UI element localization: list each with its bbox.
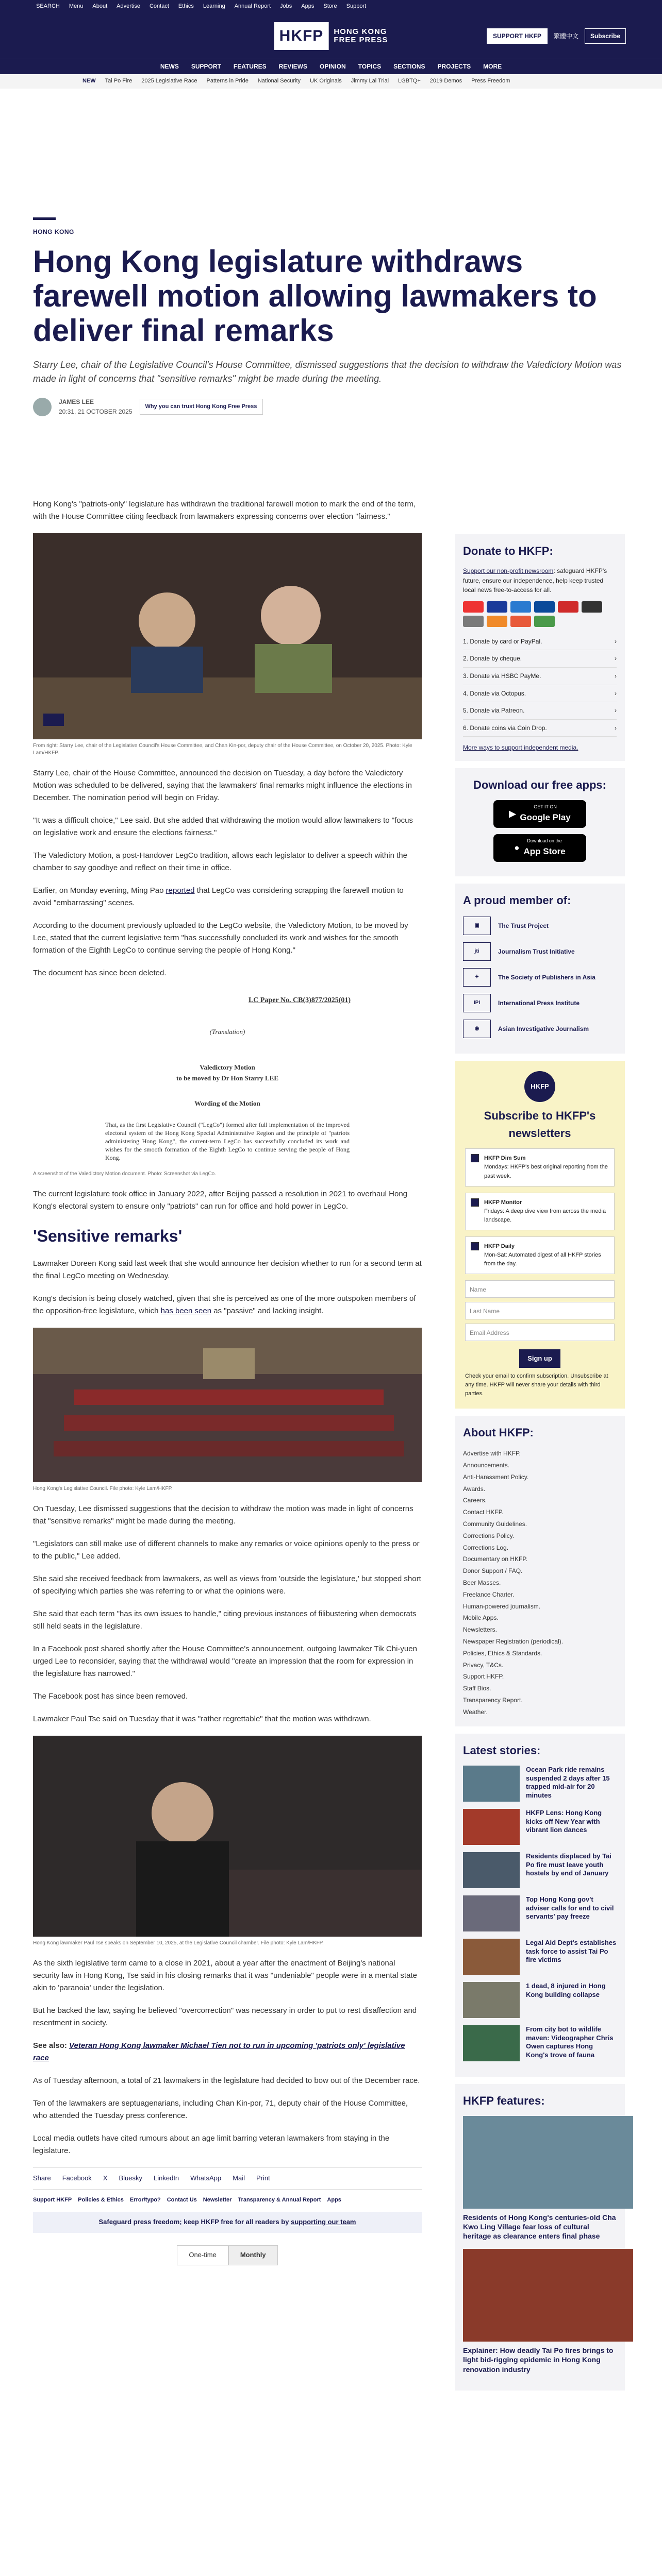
new-badge: NEW [82, 78, 96, 84]
donate-method[interactable] [463, 668, 617, 685]
kicker-bar [33, 217, 56, 220]
apps-panel [455, 768, 625, 876]
paypal-icon [534, 601, 555, 613]
trending-item[interactable]: Press Freedom [471, 78, 510, 84]
newsletter-option-desc: Fridays: A deep dive view from across the media landscape. [484, 1208, 606, 1223]
story-thumbnail [463, 1939, 520, 1975]
footer-link[interactable]: Contact Us [167, 2196, 197, 2203]
footer-link[interactable]: Transparency & Annual Report [238, 2196, 321, 2203]
ming-pao-link[interactable]: reported [166, 886, 195, 895]
newsletter-option[interactable] [465, 1148, 615, 1186]
paragraph: In a Facebook post shared shortly after the House Committee's announcement, outgoing lawmaker Tik Chi-yuen urged Lee to reconsider, saying that the withdrawal would "create an impression that the room for expression in the legislature has narrowed." [33, 1644, 417, 1678]
language-link[interactable]: 繁體中文 [553, 32, 578, 40]
story-thumbnail [463, 1852, 520, 1888]
photo-caption: Hong Kong lawmaker Paul Tse speaks on September 10, 2025, at the Legislative Council chamber. File photo: Kyle Lam/HKFP. [33, 1940, 324, 1946]
feature-thumbnail [463, 2116, 633, 2209]
doc-paper-number: LC Paper No. CB(3)877/2025(01) [248, 996, 351, 1004]
app-store-small: Download on the [527, 838, 562, 843]
about-link[interactable]: Contact HKFP. [463, 1509, 504, 1516]
topbar-item[interactable]: Support [346, 3, 367, 10]
paul-tse-image [33, 1736, 422, 1937]
logo-wordmark [334, 28, 388, 45]
email-input[interactable]: Email Address [465, 1324, 615, 1341]
footer-link[interactable]: Newsletter [203, 2196, 232, 2203]
share-linkedin[interactable]: LinkedIn [154, 2174, 179, 2182]
photo-lee-chan [33, 533, 422, 739]
nav-item[interactable]: FEATURES [233, 63, 267, 71]
photo-caption: From right: Starry Lee, chair of the Legislative Council's House Committee, and Chan Kin-por, deputy chair of the House Committee, on October 20, 2025. Photo: Kyle Lam/HKFP. [33, 743, 412, 756]
newsletter-option-title: HKFP Monitor [484, 1199, 522, 1206]
donate-method[interactable] [463, 650, 617, 668]
author-info [59, 397, 133, 416]
paragraph: As the sixth legislative term came to a close in 2021, about a year after the enactment of Beijing's national security law in Hong Kong, Tse said in his closing remarks that it was "undeniable" people were in a mental state akin to 'paranoia' under the legislation. [33, 1958, 417, 1992]
nav-item[interactable]: PROJECTS [437, 63, 471, 71]
story-thumbnail [463, 1809, 520, 1845]
one-time-option[interactable]: One-time [177, 2245, 228, 2265]
legco-chamber-image [33, 1328, 422, 1482]
latest-story[interactable] [463, 1939, 617, 1975]
donate-desc: : safeguard HKFP's future, ensure our independence, help keep trusted local news free-to-access for all. [463, 567, 607, 594]
about-link[interactable]: Transparency Report. [463, 1696, 523, 1704]
nav-item[interactable]: SUPPORT [191, 63, 221, 71]
donate-method-label: 6. Donate coins via Coin Drop. [463, 724, 547, 732]
paragraph: "Legislators can still make use of different channels to make any remarks or voice opinions openly to the press or to the public," Lee added. [33, 1539, 420, 1561]
checkbox[interactable] [471, 1198, 479, 1207]
about-link[interactable]: Beer Masses. [463, 1579, 501, 1586]
doc-text: That, as the first Legislative Council ("LegCo") formed after full implementation of the improved electoral system of the Hong Kong Special Administrative Region and the principle of "patriots administering Hong Kong", the current-term LegCo has successfully concluded its work and wishes for the smooth formation of the Eighth LegCo to continue serving the people of Hong Kong. [105, 1121, 350, 1162]
members-panel [455, 884, 625, 1054]
donate-method-label: 2. Donate by cheque. [463, 655, 522, 663]
donate-panel [455, 534, 625, 761]
see-also [33, 2040, 422, 2064]
masthead [0, 13, 662, 59]
about-panel [455, 1416, 625, 1726]
member-name: The Trust Project [498, 922, 549, 929]
story-headline: HKFP Lens: Hong Kong kicks off New Year with vibrant lion dances [526, 1808, 602, 1834]
subscribe-button[interactable]: Subscribe [585, 28, 626, 44]
paragraph: As of Tuesday afternoon, a total of 21 lawmakers in the legislature had decided to bow out of the December race. [33, 2076, 420, 2085]
apps-title: Download our free apps: [473, 778, 606, 792]
has-been-seen-link[interactable]: has been seen [160, 1306, 212, 1315]
about-link[interactable]: Donor Support / FAQ. [463, 1567, 523, 1575]
latest-story[interactable] [463, 1766, 617, 1802]
nav-item[interactable]: MORE [483, 63, 502, 71]
section-heading: 'Sensitive remarks' [33, 1226, 183, 1245]
story-headline: Residents displaced by Tai Po fire must leave youth hostels by end of January [526, 1852, 611, 1877]
donate-method-label: 3. Donate via HSBC PayMe. [463, 672, 541, 680]
paragraph: The document has since been deleted. [33, 969, 167, 977]
patreon-icon [510, 616, 531, 627]
feature-headline: Explainer: How deadly Tai Po fires brings to light bid-rigging epidemic in Hong Kong renovation industry [463, 2346, 614, 2374]
photo-paul-tse [33, 1736, 422, 1937]
paragraph: She said she received feedback from lawmakers, as well as views from 'outside the legislature,' but stopped short of specifying which parties she was referring to or what the opinions were. [33, 1574, 421, 1596]
trust-project-logo: ▣ [463, 917, 491, 935]
paragraph: The Valedictory Motion, a post-Handover LegCo tradition, allows each legislator to deliver a speech within the chamber to say goodbye and reflect on their time in office. [33, 851, 407, 872]
story-headline: Top Hong Kong gov't adviser calls for end to civil servants' pay freeze [526, 1895, 614, 1921]
about-link[interactable]: Documentary on HKFP. [463, 1555, 528, 1563]
donate-title: Donate to HKFP: [463, 545, 553, 557]
latest-story[interactable] [463, 1982, 617, 2018]
chevron-right-icon: › [615, 637, 617, 645]
search-link[interactable]: SEARCH [36, 3, 60, 10]
about-link[interactable]: Newsletters. [463, 1626, 498, 1634]
donate-method-label: 4. Donate via Octopus. [463, 689, 526, 697]
article-category[interactable]: HONG KONG [33, 228, 74, 235]
share-bar [33, 2167, 422, 2190]
newsletter-note: Check your email to confirm subscription. Unsubscribe at any time. HKFP will never share your details with third parties. [465, 1372, 608, 1397]
trending-item[interactable]: LGBTQ+ [398, 78, 421, 84]
about-link[interactable]: Corrections Log. [463, 1544, 509, 1551]
paragraph-text: Kong's decision is being closely watched, given that she is perceived as one of the more outspoken members of the opposition-free legislature, which [33, 1294, 416, 1315]
mastercard-icon [463, 601, 484, 613]
masthead-actions [487, 28, 626, 44]
googlepay-icon [463, 616, 484, 627]
paragraph: According to the document previously uploaded to the LegCo website, the Valedictory Motion, to be moved by Lee, stated that the current legislative term "has successfully concluded its work and wishes for the smooth formation of the Eighth LegCo to continue serving the people of Hong Kong." [33, 921, 408, 955]
payme-icon [558, 601, 578, 613]
newsletter-option-title: HKFP Dim Sum [484, 1155, 526, 1162]
logo-line-2: FREE PRESS [334, 36, 388, 44]
feature-story[interactable] [463, 2116, 617, 2241]
member-aij[interactable] [463, 1020, 617, 1038]
doc-mover: to be moved by Dr Hon Starry LEE [176, 1074, 278, 1082]
support-team-link[interactable]: supporting our team [291, 2218, 356, 2226]
support-newsroom-link[interactable]: Support our non-profit newsroom [463, 567, 554, 575]
logo-line-1: HONG KONG [334, 27, 387, 36]
latest-story[interactable] [463, 2025, 617, 2061]
ipi-logo: IPI [463, 994, 491, 1012]
newsletter-option-title: HKFP Daily [484, 1243, 515, 1249]
newsletter-option[interactable] [465, 1236, 615, 1274]
donate-method-label: 1. Donate by card or PayPal. [463, 637, 542, 645]
paragraph: Hong Kong's "patriots-only" legislature has withdrawn the traditional farewell motion to mark the end of the term, with the House Committee citing feedback from lawmakers expressing concerns over election "fairness." [33, 500, 416, 521]
about-link[interactable]: Announcements. [463, 1462, 510, 1469]
topbar-item[interactable]: Ethics [178, 3, 194, 10]
paragraph [33, 1293, 422, 1317]
logo-mark: HKFP [274, 22, 329, 50]
jti-logo: jti [463, 942, 491, 961]
donate-method[interactable] [463, 633, 617, 651]
topbar-item[interactable]: Annual Report [234, 3, 271, 10]
paragraph-text: Earlier, on Monday evening, Ming Pao [33, 886, 166, 895]
applepay-icon [582, 601, 602, 613]
app-store-badge[interactable] [493, 834, 586, 862]
coindrop-icon [534, 616, 555, 627]
about-link[interactable]: Anti-Harassment Policy. [463, 1473, 529, 1481]
motion-document-screenshot [33, 990, 422, 1167]
about-link[interactable]: Human-powered journalism. [463, 1602, 541, 1610]
member-ipi[interactable] [463, 994, 617, 1012]
story-thumbnail [463, 2025, 520, 2061]
sidebar [455, 534, 625, 2391]
payment-icons [463, 601, 617, 627]
share-x[interactable]: X [103, 2174, 108, 2182]
photo-caption: A screenshot of the Valedictory Motion document. Photo: Screenshot via LegCo. [33, 1171, 217, 1177]
share-whatsapp[interactable]: WhatsApp [190, 2174, 222, 2182]
app-store-label: App Store [523, 846, 566, 856]
member-name: Asian Investigative Journalism [498, 1025, 589, 1032]
member-name: The Society of Publishers in Asia [498, 973, 595, 981]
topbar-item[interactable]: Contact [149, 3, 169, 10]
monthly-option[interactable]: Monthly [228, 2245, 278, 2265]
story-headline: Ocean Park ride remains suspended 2 days after 15 trapped mid-air for 20 minutes [526, 1765, 610, 1800]
name-input[interactable]: Name [465, 1280, 615, 1298]
trust-link[interactable]: Why you can trust Hong Kong Free Press [140, 399, 263, 415]
footer-link[interactable]: Policies & Ethics [78, 2196, 124, 2203]
share-bluesky[interactable]: Bluesky [119, 2174, 142, 2182]
paragraph: On Tuesday, Lee dismissed suggestions that the decision to withdraw the motion was made in light of concerns that "sensitive remarks" might be made during the meeting. [33, 1504, 413, 1526]
member-title: A proud member of: [463, 894, 571, 907]
banner-text: Safeguard press freedom; keep HKFP free for all readers by [98, 2218, 291, 2226]
trending-item[interactable]: 2025 Legislative Race [141, 78, 197, 84]
donate-text [463, 566, 617, 595]
nav-item[interactable]: OPINION [319, 63, 346, 71]
doc-wording: Wording of the Motion [194, 1099, 260, 1107]
about-list [463, 1448, 617, 1718]
aij-logo: ◉ [463, 1020, 491, 1038]
topbar-item[interactable]: Learning [203, 3, 225, 10]
see-also-label: See also: [33, 2041, 67, 2050]
about-link[interactable]: Community Guidelines. [463, 1520, 527, 1528]
paragraph: The current legislature took office in January 2022, after Beijing passed a resolution in 2021 to overhaul Hong Kong's electoral system to ensure only "patriots" can run for office and hold power in LegCo. [33, 1189, 408, 1211]
feature-thumbnail [463, 2249, 633, 2342]
google-play-small: GET IT ON [534, 804, 557, 809]
donate-method[interactable] [463, 702, 617, 720]
share-facebook[interactable]: Facebook [62, 2174, 92, 2182]
google-play-label: Google Play [520, 812, 571, 822]
paragraph: Ten of the lawmakers are septuagenarians, including Chan Kin-por, 71, deputy chair of the House Committee, who attended the Tuesday press conference. [33, 2098, 408, 2120]
about-link[interactable]: Freelance Charter. [463, 1590, 515, 1598]
press-conference-image [33, 533, 422, 739]
support-button[interactable]: SUPPORT HKFP [487, 28, 548, 44]
top-utility-bar [0, 0, 662, 13]
about-link[interactable]: Careers. [463, 1497, 487, 1504]
hkfp-logo-circle: HKFP [524, 1071, 555, 1102]
newsletter-option-desc: Mondays: HKFP's best original reporting from the past week. [484, 1164, 608, 1179]
photo-legco-chamber [33, 1328, 422, 1482]
nav-item[interactable]: REVIEWS [278, 63, 307, 71]
about-link[interactable]: Newspaper Registration (periodical). [463, 1637, 564, 1645]
share-mail[interactable]: Mail [233, 2174, 245, 2182]
paragraph: "It was a difficult choice," Lee said. But she added that withdrawing the motion would allow lawmakers to "focus on legislative work and ensure the elections fairness." [33, 816, 413, 837]
footer-link[interactable]: Apps [327, 2196, 341, 2203]
about-link[interactable]: Policies, Ethics & Standards. [463, 1649, 542, 1657]
trending-item[interactable]: Patterns in Pride [206, 78, 249, 84]
see-also-link[interactable]: Veteran Hong Kong lawmaker Michael Tien not to run in upcoming 'patriots only' legislative race [33, 2041, 405, 2062]
paragraph: She said that each term "has its own issues to handle," citing previous instances of filibustering when democrats still held seats in the legislature. [33, 1609, 417, 1631]
newsletter-option-text [484, 1154, 609, 1180]
story-thumbnail [463, 1982, 520, 2018]
chevron-right-icon: › [615, 724, 617, 732]
trending-item[interactable]: Jimmy Lai Trial [351, 78, 389, 84]
nav-item[interactable]: TOPICS [358, 63, 382, 71]
trending-item[interactable]: National Security [257, 78, 301, 84]
article-body [33, 498, 422, 2265]
newsletter-title: Subscribe to HKFP's newsletters [484, 1109, 596, 1140]
amex-icon [510, 601, 531, 613]
author-avatar [33, 398, 52, 416]
about-link[interactable]: Awards. [463, 1485, 486, 1493]
story-headline: 1 dead, 8 injured in Hong Kong building collapse [526, 1981, 606, 1998]
photo-caption: Hong Kong's Legislative Council. File photo: Kyle Lam/HKFP. [33, 1485, 173, 1492]
app-store-text [524, 838, 566, 858]
story-headline: Legal Aid Dept's establishes task force to assist Tai Po fire victims [526, 1938, 617, 1964]
google-play-text [520, 804, 570, 824]
trending-item[interactable]: 2019 Demos [429, 78, 462, 84]
about-link[interactable]: Privacy, T&Cs. [463, 1661, 504, 1669]
article-header [33, 217, 626, 439]
latest-story[interactable] [463, 1809, 617, 1845]
newsletter-option[interactable] [465, 1193, 615, 1230]
donate-method[interactable] [463, 685, 617, 703]
paragraph: Lawmaker Doreen Kong said last week that she would announce her decision whether to run for a second term at the final LegCo meeting on Wednesday. [33, 1259, 422, 1280]
member-name: International Press Institute [498, 999, 580, 1007]
paragraph [33, 885, 422, 909]
topbar-item[interactable]: Store [323, 3, 337, 10]
newsletter-panel [455, 1061, 625, 1409]
member-trust-project[interactable] [463, 917, 617, 935]
paragraph: Local media outlets have cited rumours about an age limit barring veteran lawmakers from staying in the legislature. [33, 2133, 390, 2155]
about-link[interactable]: Support HKFP. [463, 1673, 504, 1681]
trending-item[interactable]: UK Originals [309, 78, 342, 84]
trending-bar [0, 74, 662, 89]
paragraph: The Facebook post has since been removed. [33, 1691, 188, 1701]
visa-icon [487, 601, 507, 613]
chevron-right-icon: › [615, 689, 617, 697]
signup-button[interactable]: Sign up [519, 1349, 560, 1368]
doc-motion-title: Valedictory Motion [200, 1063, 255, 1072]
feature-headline: Residents of Hong Kong's centuries-old Cha Kwo Ling Village fear loss of cultural heritage as clearance enters final phase [463, 2213, 616, 2241]
about-title: About HKFP: [463, 1426, 534, 1439]
article-lede: Starry Lee, chair of the Legislative Council's House Committee, dismissed suggestions that the decision to withdraw the Valedictory Motion was made in light of concerns that "sensitive remarks" might be made during the meeting. [33, 360, 622, 384]
about-link[interactable]: Mobile Apps. [463, 1614, 499, 1622]
features-title: HKFP features: [463, 2094, 545, 2107]
story-headline: From city bot to wildlife maven: Videographer Chris Owen captures Hong Kong's trove of fauna [526, 2025, 614, 2059]
author-name[interactable]: JAMES LEE [59, 398, 94, 406]
menu-link[interactable]: Menu [69, 3, 84, 10]
latest-story[interactable] [463, 1895, 617, 1931]
trending-item[interactable]: Tai Po Fire [105, 78, 133, 84]
paragraph-text: that LegCo was considering scrapping the farewell motion to avoid "embarrassing" scenes. [33, 886, 404, 907]
nav-item[interactable]: SECTIONS [393, 63, 425, 71]
topbar-item[interactable]: Apps [301, 3, 315, 10]
footer-links [33, 2196, 422, 2205]
play-icon: ▶ [509, 808, 516, 819]
chevron-right-icon: › [615, 655, 617, 663]
about-link[interactable]: Weather. [463, 1708, 488, 1716]
doc-translation: (Translation) [209, 1028, 245, 1036]
chevron-right-icon: › [615, 707, 617, 715]
byline [33, 397, 626, 416]
donation-frequency-toggle [33, 2245, 422, 2265]
main-nav [0, 59, 662, 74]
paragraph: But he backed the law, saying he believed "overcorrection" was necessary in order to put to rest disaffection and resentment in society. [33, 2006, 417, 2027]
about-link[interactable]: Staff Bios. [463, 1685, 491, 1692]
member-name: Journalism Trust Initiative [498, 947, 575, 955]
footer-link[interactable]: Support HKFP [33, 2196, 72, 2203]
donate-method-label: 5. Donate via Patreon. [463, 707, 525, 715]
share-label: Share [33, 2174, 51, 2182]
latest-story[interactable] [463, 1852, 617, 1888]
topbar-item[interactable]: Advertise [117, 3, 140, 10]
nav-item[interactable]: NEWS [160, 63, 179, 71]
publish-date: 20:31, 21 OCTOBER 2025 [59, 408, 133, 415]
about-link[interactable]: Corrections Policy. [463, 1532, 515, 1539]
google-play-badge[interactable] [493, 800, 586, 828]
newsletter-option-text [484, 1242, 609, 1268]
about-link[interactable]: Advertise with HKFP. [463, 1450, 521, 1458]
feature-story[interactable] [463, 2249, 617, 2374]
apple-icon: ● [514, 842, 520, 853]
donate-method[interactable] [463, 720, 617, 737]
article-title: Hong Kong legislature withdraws farewell motion allowing lawmakers to deliver final remarks [33, 244, 597, 348]
paragraph: Lawmaker Paul Tse said on Tuesday that it was "rather regrettable" that the motion was withdrawn. [33, 1714, 371, 1723]
site-logo[interactable] [274, 22, 388, 50]
newsletter-option-text [484, 1198, 609, 1225]
footer-link[interactable]: Error/typo? [129, 2196, 161, 2203]
paragraph-text: as "passive" and lacking insight. [211, 1306, 324, 1315]
story-thumbnail [463, 1895, 520, 1931]
checkbox[interactable] [471, 1242, 479, 1250]
newsletter-option-desc: Mon-Sat: Automated digest of all HKFP stories from the day. [484, 1251, 601, 1267]
checkbox[interactable] [471, 1154, 479, 1162]
more-ways-link[interactable]: More ways to support independent media. [463, 744, 578, 752]
last-name-input[interactable]: Last Name [465, 1302, 615, 1319]
member-jti[interactable] [463, 942, 617, 961]
features-panel [455, 2084, 625, 2391]
story-thumbnail [463, 1766, 520, 1802]
member-sopa[interactable] [463, 968, 617, 987]
latest-panel [455, 1734, 625, 2077]
share-print[interactable]: Print [256, 2174, 270, 2182]
paragraph: Starry Lee, chair of the House Committee, announced the decision on Tuesday, a day before the Valedictory Motion was scheduled to be delivered, saying that the lawmakers' final remarks might influence the elections in December. The nomination period will begin on Friday. [33, 769, 412, 802]
topbar-item[interactable]: About [92, 3, 108, 10]
topbar-item[interactable]: Jobs [280, 3, 292, 10]
sopa-logo: ✦ [463, 968, 491, 987]
press-freedom-banner [33, 2212, 422, 2233]
latest-title: Latest stories: [463, 1743, 541, 1757]
octopus-icon [487, 616, 507, 627]
chevron-right-icon: › [615, 672, 617, 680]
